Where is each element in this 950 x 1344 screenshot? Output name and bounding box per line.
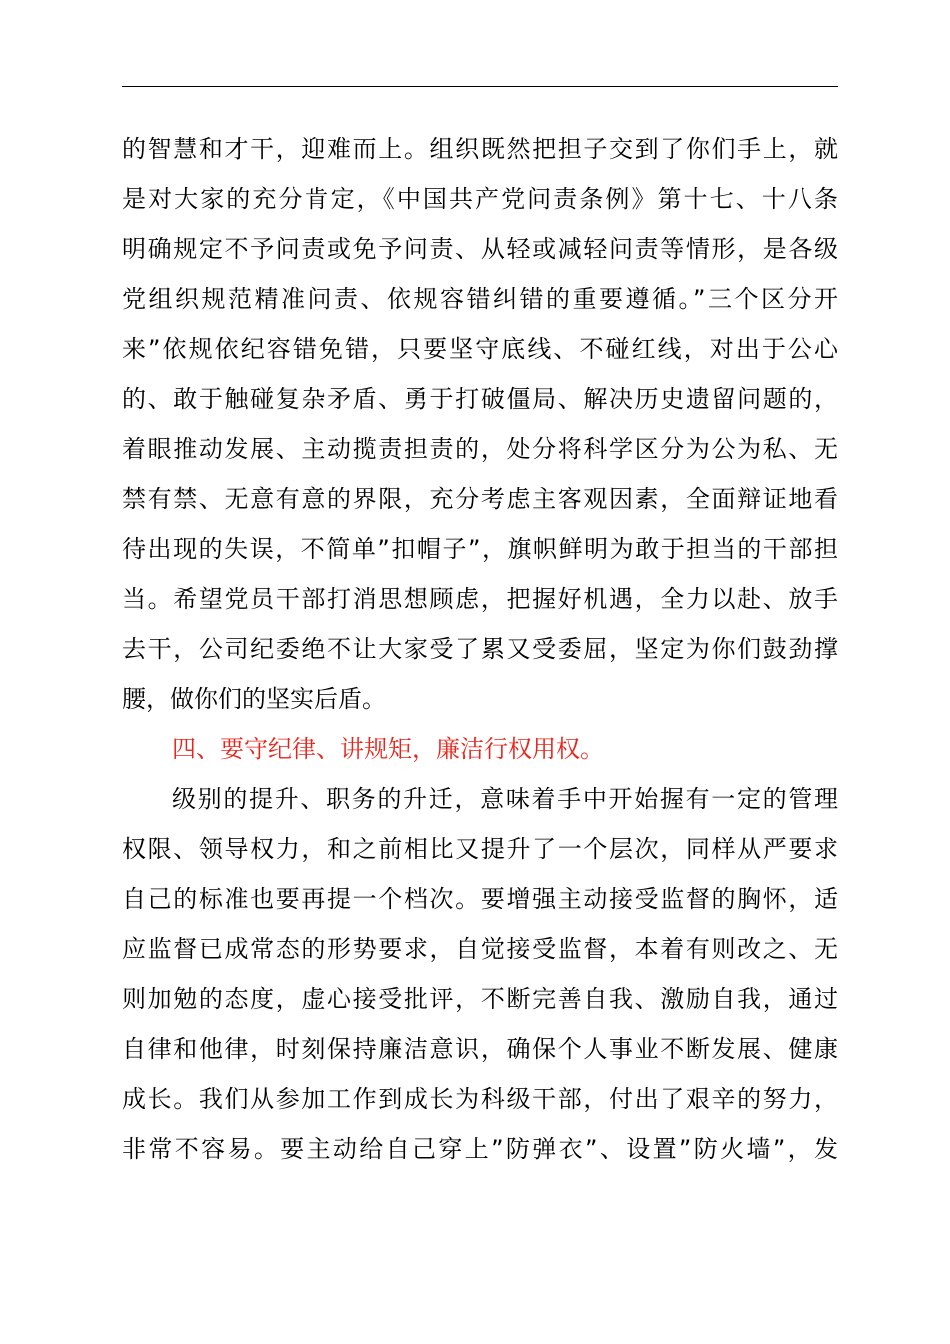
paragraph-continuation — [122, 124, 838, 724]
text-line: 来”依规依纪容错免错，只要坚守底线、不碰红线，对出于公心 — [122, 335, 838, 363]
section-heading: 四、要守纪律、讲规矩，廉洁行权用权。 — [172, 735, 604, 763]
document-body — [122, 124, 838, 1174]
text-line: 禁有禁、无意有意的界限，充分考虑主客观因素，全面辩证地看 — [122, 485, 838, 513]
text-line: 待出现的失误，不简单”扣帽子”，旗帜鲜明为敢于担当的干部担 — [122, 535, 838, 563]
text-line: 则加勉的态度，虚心接受批评，不断完善自我、激励自我，通过 — [122, 985, 838, 1013]
text-line: 权限、领导权力，和之前相比又提升了一个层次，同样从严要求 — [122, 835, 838, 863]
header-rule — [122, 86, 838, 87]
text-line: 的智慧和才干，迎难而上。组织既然把担子交到了你们手上，就 — [122, 135, 838, 163]
text-line: 非常不容易。要主动给自己穿上”防弹衣”、设置”防火墙”，发 — [122, 1135, 838, 1163]
text-line: 是对大家的充分肯定，《中国共产党问责条例》第十七、十八条 — [122, 185, 838, 213]
text-line: 成长。我们从参加工作到成长为科级干部，付出了艰辛的努力， — [122, 1085, 838, 1113]
text-line: 去干，公司纪委绝不让大家受了累又受委屈，坚定为你们鼓劲撑 — [122, 635, 838, 663]
text-line: 着眼推动发展、主动揽责担责的，处分将科学区分为公为私、无 — [122, 435, 838, 463]
text-line: 自律和他律，时刻保持廉洁意识，确保个人事业不断发展、健康 — [122, 1035, 838, 1063]
text-line: 腰，做你们的坚实后盾。 — [122, 685, 386, 713]
text-line: 党组织规范精准问责、依规容错纠错的重要遵循。”三个区分开 — [122, 285, 838, 313]
paragraph-discipline — [122, 774, 838, 1174]
text-line: 级别的提升、职务的升迁，意味着手中开始握有一定的管理 — [172, 785, 838, 813]
text-line: 的、敢于触碰复杂矛盾、勇于打破僵局、解决历史遗留问题的， — [122, 385, 838, 413]
text-line: 应监督已成常态的形势要求，自觉接受监督，本着有则改之、无 — [122, 935, 838, 963]
text-line: 自己的标准也要再提一个档次。要增强主动接受监督的胸怀，适 — [122, 885, 838, 913]
text-line: 当。希望党员干部打消思想顾虑，把握好机遇，全力以赴、放手 — [122, 585, 838, 613]
text-line: 明确规定不予问责或免予问责、从轻或减轻问责等情形，是各级 — [122, 235, 838, 263]
